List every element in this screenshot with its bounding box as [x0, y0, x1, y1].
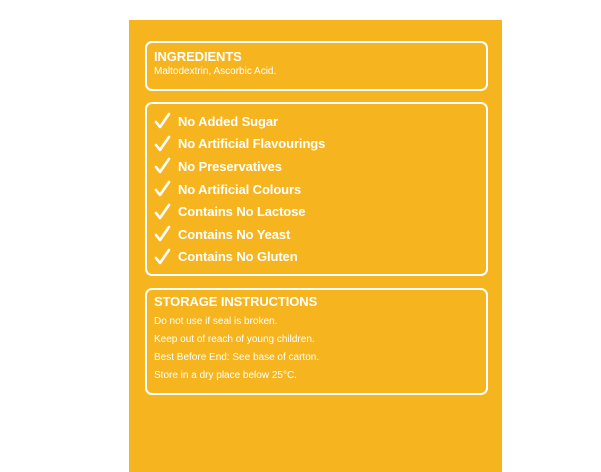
ingredients-section: [145, 41, 488, 91]
product-label-panel: [129, 20, 502, 472]
check-icon: [154, 156, 172, 176]
check-icon: [154, 202, 172, 222]
claim-label: No Added Sugar: [178, 113, 278, 129]
storage-line: Keep out of reach of young children.: [154, 334, 315, 345]
claim-item: [154, 155, 486, 178]
claim-item: [154, 246, 486, 269]
claim-item: [154, 178, 486, 201]
claim-label: Contains No Gluten: [178, 249, 298, 265]
check-icon: [154, 224, 172, 244]
claim-label: No Artificial Colours: [178, 181, 302, 197]
check-icon: [154, 179, 172, 199]
claim-item: [154, 110, 486, 133]
storage-line: Do not use if seal is broken.: [154, 316, 278, 327]
check-icon: [154, 247, 172, 267]
storage-line: Best Before End: See base of carton.: [154, 352, 320, 363]
ingredients-heading: INGREDIENTS: [154, 49, 242, 64]
claim-label: Contains No Yeast: [178, 226, 291, 242]
claim-label: No Preservatives: [178, 158, 282, 174]
storage-line: Store in a dry place below 25°C.: [154, 370, 297, 381]
storage-section: [145, 288, 488, 395]
claim-label: No Artificial Flavourings: [178, 136, 326, 152]
claims-list: [154, 110, 486, 268]
storage-lines: [154, 313, 479, 385]
claim-item: [154, 200, 486, 223]
claims-section: [145, 102, 488, 276]
claim-item: [154, 223, 486, 246]
claim-item: [154, 133, 486, 156]
ingredients-text: Maltodextrin, Ascorbic Acid.: [154, 66, 277, 77]
check-icon: [154, 134, 172, 154]
storage-heading: STORAGE INSTRUCTIONS: [154, 294, 318, 309]
claim-label: Contains No Lactose: [178, 204, 306, 220]
check-icon: [154, 111, 172, 131]
